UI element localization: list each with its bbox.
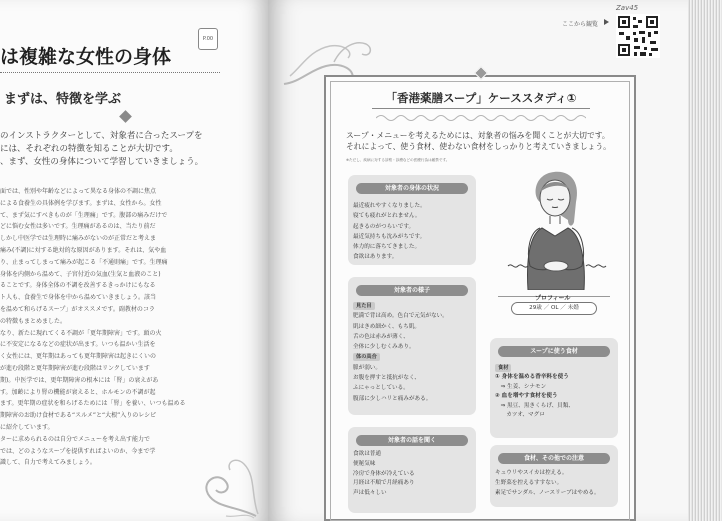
body-line: では、どのようなスープを提供すればよいのか、今まで学 (0, 447, 156, 455)
body-line: に紹介しています。 (0, 423, 54, 431)
card-heading: 食材、その他での注意 (498, 453, 610, 464)
body-line: り、止まってしまって痛みが起こる「不通則痛」です。生理痛 (0, 258, 168, 266)
card-line: 最近気持ちも沈みがちです。 (353, 233, 426, 240)
card-line: 起きるのがつらいです。 (353, 223, 415, 230)
left-page-subtitle: まずは、特徴を学ぶ (4, 92, 122, 107)
intro-line: スープ・メニューを考えるためには、対象者の悩みを聞くことが大切です。 (346, 131, 610, 140)
body-line: 痛み(不調)に対する絶対的な原因があります。それは、気や血 (0, 246, 167, 254)
card-line: 全体に少しむくみあり。 (353, 344, 415, 351)
card-line: キュウリやスイカは控える。 (495, 470, 568, 476)
body-line: 面では、性別や年齢などによって異なる身体の不調に焦点 (0, 188, 157, 195)
card-lines (495, 363, 614, 420)
card-line: ⇒ 黒豆、黒きくらげ、貝類、 (495, 402, 574, 409)
card-line: 腹部に少しハリと痛みがある。 (353, 395, 432, 402)
card-heading: 対象者の話を聞く (356, 435, 468, 446)
card-heading: 対象者の身体の状況 (356, 183, 468, 194)
profile-label: プロフィール (535, 295, 571, 302)
body-line: 身体を内側から温めて、子宮付近の気血(生気と血液のこと) (0, 270, 161, 278)
card-line: 食欲はあります。 (353, 254, 398, 261)
profile-value: 29歳 ／ OL ／ 未婚 (511, 302, 597, 315)
intro-line: には、それぞれの特徴を知ることが大切です。 (0, 144, 178, 154)
squiggle-divider-icon (376, 113, 586, 123)
body-line: ターに求められるのは自分でメニューを考え出す能力で (0, 435, 151, 443)
body-line: く女性には、更年期はあっても更年期障害は起きにくいの (0, 353, 156, 361)
intro-line: のインストラクターとして、対象者に合ったスープを (0, 131, 203, 141)
card-line: 便秘気味 (353, 460, 376, 467)
left-body-text (0, 186, 262, 469)
body-line: 期障害のお助け食材である“スルメ”と“大根”入りのレシピ (0, 412, 157, 420)
body-line: に不安定になるなどの症状が出ます。いつも温かい生活を (0, 341, 156, 349)
title-rule (372, 108, 590, 109)
body-line: どに悩む女性は多いです。生理痛があるのは、当たり前だ (0, 223, 156, 231)
card-line: ② 血を増やす食材を使う (495, 393, 558, 400)
body-line: を温めて和らげるスープ」がオススメです。副教材のコラ (0, 305, 155, 313)
card-body-condition (348, 175, 476, 265)
card-line: 体力的に落ちてきました。 (353, 244, 421, 251)
card-line: 素足でサンダル、ノースリーブはやめる。 (495, 489, 600, 496)
card-soup-ingredients (490, 338, 618, 438)
flourish-ornament-icon (330, 32, 380, 68)
card-heading: スープに使う食材 (498, 346, 610, 357)
qr-code[interactable] (616, 4, 660, 58)
card-line: 肥満で背は高め。色白で元気がない。 (353, 313, 448, 320)
intro-line: 、まず、女性の身体について学習していきましょう。 (0, 157, 204, 167)
body-line: 識して、自力で考えてみましょう。 (0, 459, 96, 467)
body-line: 期)。中医学では、更年期障害の根本には「腎」の衰えがあ (0, 376, 159, 384)
qr-code-label: Zav45 (616, 4, 639, 12)
left-intro (0, 130, 262, 169)
card-line: 肌はきめ細かく、もち肌。 (353, 323, 421, 330)
left-page (0, 0, 268, 521)
body-line: しかし中医学では生理時に痛みがないのが正常だと考えま (0, 235, 157, 243)
card-line: 月経は不順で月経痛あり (353, 480, 415, 487)
card-line: 声は低々しい (353, 490, 387, 497)
flourish-ornament-icon (196, 446, 268, 521)
case-study-title: 「香港薬膳スープ」ケーススタディ① (385, 91, 577, 105)
title-rule (0, 72, 220, 73)
card-interview (348, 427, 476, 513)
card-line: お腹を押すと抵抗がなく、 (353, 375, 421, 382)
card-lines (353, 301, 472, 404)
card-tag: 食材 (495, 364, 511, 372)
card-cautions (490, 445, 618, 507)
body-line: の特徴もまとめました。 (0, 317, 67, 325)
body-line: が進む段階と更年期障害が進む段階はリンクしています (0, 364, 150, 372)
play-arrow-icon (604, 19, 609, 25)
body-line: す。加齢により腎の機能が衰えると、ホルモンの不調が起 (0, 388, 156, 396)
card-lines (353, 450, 472, 499)
page-number-badge: P.00 (198, 28, 218, 50)
body-line: て、まず気にすべきものが「生理痛」です。腹部の痛みだけで (0, 211, 168, 219)
card-line: ① 身体を温める香辛料を使う (495, 374, 569, 381)
card-line: カツオ、マグロ (495, 412, 545, 419)
qr-code-icon (616, 14, 660, 58)
diamond-ornament-icon (119, 110, 132, 123)
body-line: ます。更年期の症状を和らげるためには「腎」を養い、いつも温める (0, 400, 186, 408)
card-line: 寝ても疲れがとれません。 (353, 213, 421, 220)
intro-line: それによって、使う食材、使わない食材をしっかりと考えていきましょう。 (346, 142, 611, 151)
card-lines (495, 469, 614, 498)
qr-view-link[interactable]: ここから観覧 (562, 21, 599, 28)
card-line: 最近疲れやすくなりました。 (353, 203, 426, 209)
disclaimer-note: ※ただし、疾病に対する診察・診療などの医療行為は厳禁です。 (346, 158, 450, 162)
card-line: 脈が弱い。 (353, 364, 381, 371)
card-lines (353, 201, 472, 263)
card-line: 食欲は普通 (353, 451, 381, 457)
card-heading: 対象者の様子 (356, 285, 468, 296)
card-appearance (348, 277, 476, 415)
card-line: 冷房で身体が冷えている (353, 470, 415, 477)
card-tag: 体の具合 (353, 353, 380, 361)
card-line: ふにゃっとしている。 (353, 385, 409, 392)
body-line: なり、新たに現れてくる不調が「更年期障害」です。頭の火 (0, 329, 162, 337)
card-line: ⇒ 生姜、シナモン (495, 383, 547, 390)
left-page-title: は複雑な女性の身体 (0, 46, 172, 68)
body-line: による食養生の具体例を学びます。まずは、女性から。女性 (0, 199, 162, 207)
card-line: 舌の色は赤みが薄く、 (353, 333, 409, 340)
card-tag: 見た目 (353, 302, 375, 310)
page-edge (688, 0, 722, 521)
woman-illustration-icon (500, 166, 610, 290)
body-line: ト人も、食養生で身体を中から温めていきましょう。該当 (0, 294, 157, 302)
card-line: 生野菜を控えるすすない。 (495, 479, 563, 486)
case-study-intro (346, 130, 628, 152)
body-line: ることです。身体全体の不調を改善するきっかけにもなる (0, 282, 156, 290)
